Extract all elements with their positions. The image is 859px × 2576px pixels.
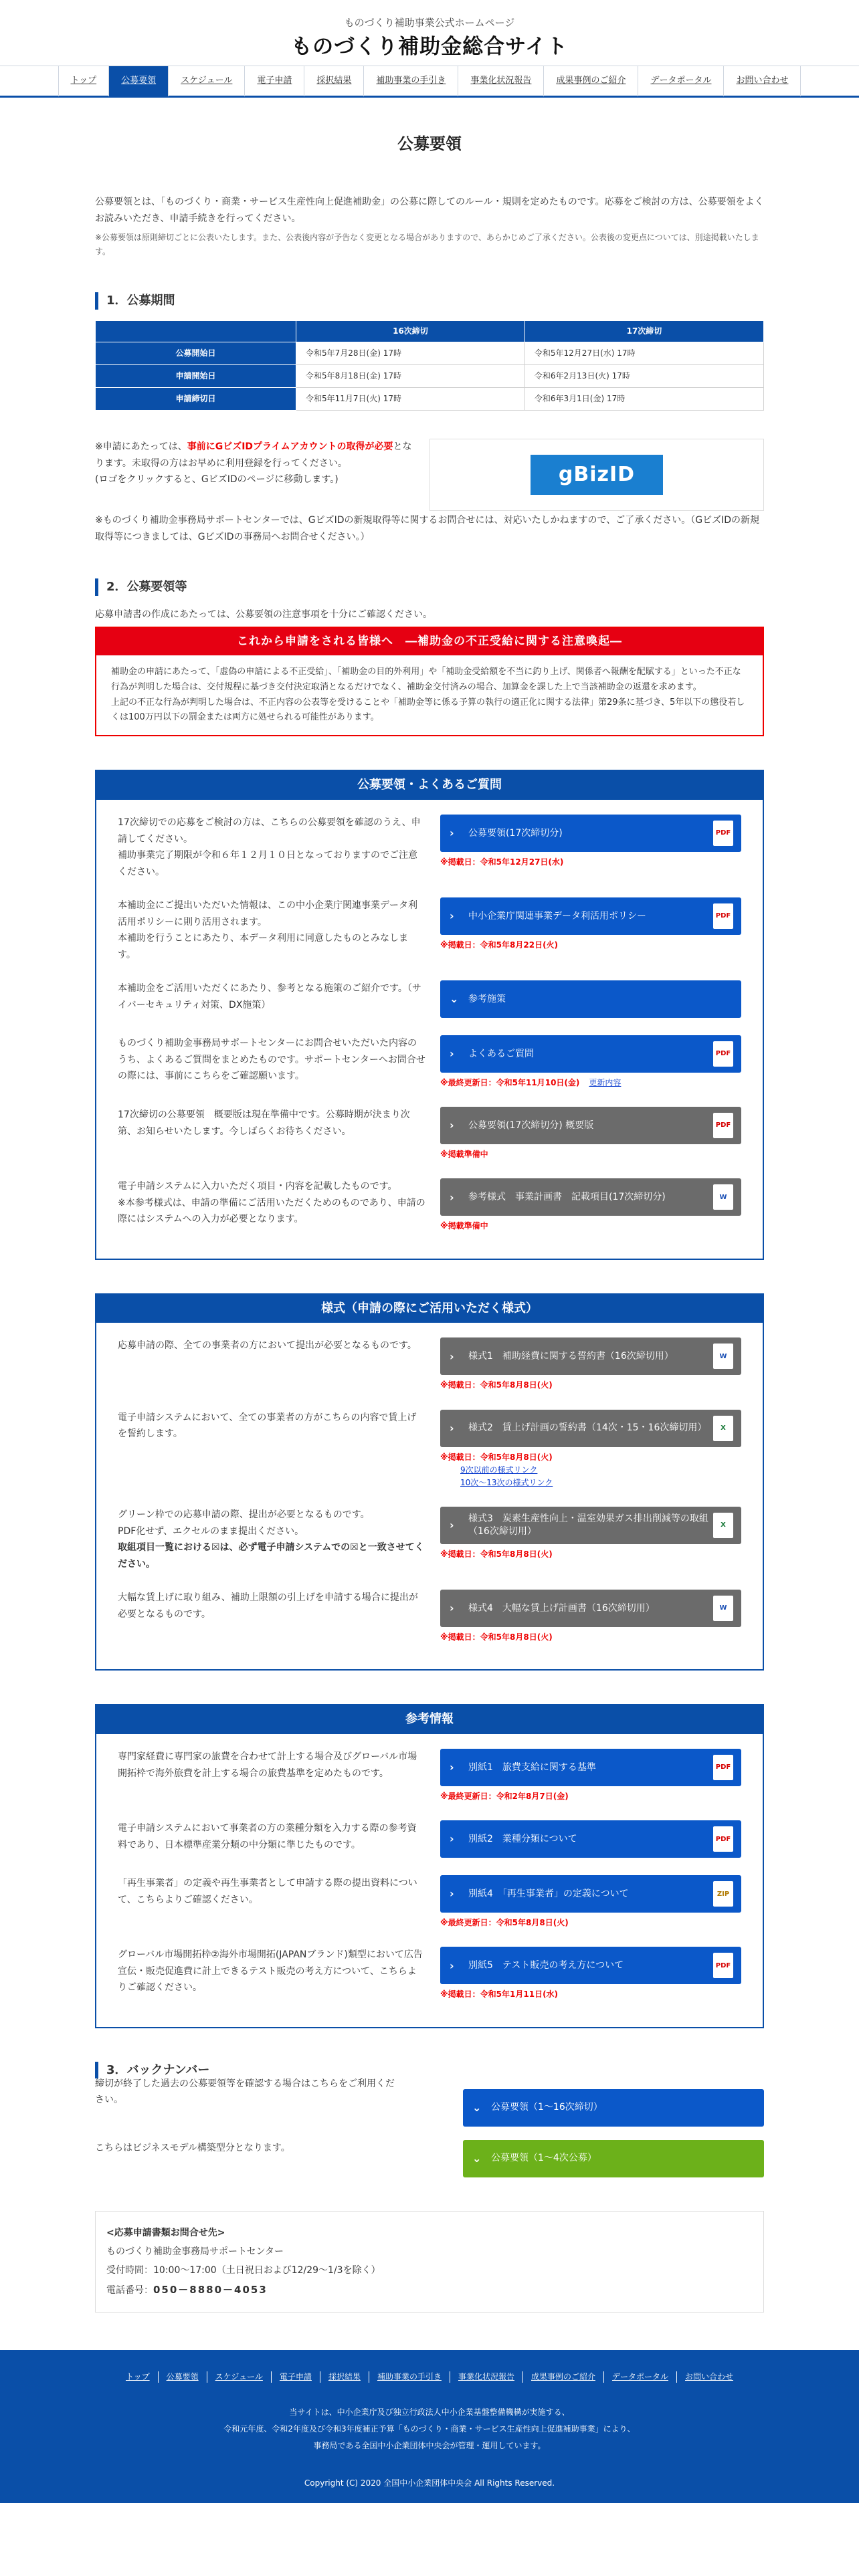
pdf-icon: PDF — [713, 821, 733, 846]
word-icon: W — [713, 1596, 733, 1621]
list-item — [118, 1507, 741, 1572]
site-footer — [0, 2350, 859, 2504]
appendix4-button[interactable]: › 別紙4 「再生事業者」の定義について ZIP — [440, 1875, 741, 1913]
item-text: グローバル市場開拓枠②海外市場開拓(JAPANブランド)類型において広告宣伝・販売促進費に計上できるテスト販売の考え方について、こちらよりご確認ください。 — [118, 1949, 423, 1994]
footer-link[interactable]: データポータル — [603, 2371, 676, 2383]
footer-link[interactable]: 採択結果 — [320, 2371, 369, 2383]
reference-panel — [95, 1704, 764, 2028]
nav-contact[interactable]: お問い合わせ — [723, 66, 801, 96]
cell-16: 令和5年8月18日(金) 17時 — [296, 364, 525, 387]
reference-form-button[interactable]: › 参考様式 事業計画書 記載項目(17次締切分) W — [440, 1178, 741, 1216]
cell-17: 令和5年12月27日(水) 17時 — [524, 342, 763, 364]
gbiz-section — [95, 439, 764, 511]
panel-title: 公募要領・よくあるご質問 — [96, 771, 763, 800]
list-item — [95, 2076, 764, 2127]
koubo-youryou-17-button[interactable]: › 公募要領(17次締切分) PDF — [440, 815, 741, 852]
cell-16: 令和5年7月28日(金) 17時 — [296, 342, 525, 364]
list-item — [118, 1035, 741, 1089]
item-date: ※掲載日：令和5年12月27日(水) — [440, 857, 564, 867]
pdf-icon: PDF — [713, 1755, 733, 1780]
nav-e-application[interactable]: 電子申請 — [244, 66, 304, 96]
chevron-right-icon: › — [450, 1887, 454, 1901]
panel-title: 様式（申請の際にご活用いただく様式） — [96, 1295, 763, 1323]
word-icon: W — [713, 1184, 733, 1210]
form4-button[interactable]: › 様式4 大幅な賃上げ計画書（16次締切用） W — [440, 1590, 741, 1627]
pdf-icon: PDF — [713, 903, 733, 929]
pdf-icon: PDF — [713, 1826, 733, 1852]
list-item — [118, 1107, 741, 1161]
cell-17: 令和6年3月1日(金) 17時 — [524, 388, 763, 411]
list-item — [118, 1410, 741, 1490]
column-16: 16次締切 — [296, 320, 525, 342]
excel-icon: X — [713, 1513, 733, 1538]
footer-link[interactable]: 成果事例のご紹介 — [522, 2371, 603, 2383]
intro-note: ※公募要領は原則締切ごとに公表いたします。また、公表後内容が予告なく変更となる場合がありますので、あらかじめご了承ください。公表後の変更点については、別途掲載いたします。 — [95, 233, 759, 257]
item-date: ※最終更新日：令和5年11月10日(金) 更新内容 — [440, 1078, 622, 1087]
row-label: 申請開始日 — [96, 364, 296, 387]
gbiz-logo-box — [430, 439, 764, 511]
gbiz-note: ※ものづくり補助金事務局サポートセンターでは、GビズIDの新規取得等に関するお問合せには、対応いたしかねますので、ご了承ください。（GビズIDの新規取得等につきましては、GビズIDの事務局へお問合せください。） — [95, 515, 759, 542]
faq-button[interactable]: › よくあるご質問 PDF — [440, 1035, 741, 1073]
contact-org: ものづくり補助金事務局サポートセンター — [106, 2246, 284, 2257]
item-date: ※掲載日：令和5年8月8日(火) — [440, 1549, 553, 1560]
backnumber-button[interactable]: ⌄ 公募要領（1～16次締切） — [463, 2089, 764, 2127]
footer-link[interactable]: お問い合わせ — [676, 2371, 741, 2383]
contact-tel: 電話番号：050－8880－4053 — [106, 2283, 268, 2296]
pdf-icon: PDF — [713, 1953, 733, 1978]
panel-title: 参考情報 — [96, 1705, 763, 1734]
list-item — [118, 1749, 741, 1803]
gbiz-text: ※申請にあたっては、事前にGビズIDプライムアカウントの取得が必要となります。未取得の方はお早めに利用登録を行ってください。 (ロゴをクリックすると、GビズIDのページに移動します。) — [95, 441, 412, 486]
business-model-backnumber-button[interactable]: ⌄ 公募要領（1～4次公募） — [463, 2140, 764, 2177]
list-item — [118, 1178, 741, 1232]
excel-icon: X — [713, 1416, 733, 1441]
form1-button[interactable]: › 様式1 補助経費に関する誓約書（16次締切用） W — [440, 1337, 741, 1375]
warning-title: これから申請をされる皆様へ ―補助金の不正受給に関する注意喚起― — [96, 628, 763, 655]
item-text: 17次締切の公募要領 概要版は現在準備中です。公募時期が決まり次第、お知らせいたします。今しばらくお待ちください。 — [118, 1109, 410, 1137]
nav-status-report[interactable]: 事業化状況報告 — [458, 66, 543, 96]
table-row — [96, 342, 764, 364]
appendix5-button[interactable]: › 別紙5 テスト販売の考え方について PDF — [440, 1947, 741, 1984]
list-item — [118, 1875, 741, 1929]
chevron-right-icon: › — [450, 1602, 454, 1615]
item-text: 本補助金にご提出いただいた情報は、この中小企業庁関連事業データ利活用ポリシーに則り活用されます。 本補助を行うことにあたり、本データ利用に同意したものとみなします。 — [118, 900, 417, 960]
table-header-row — [96, 320, 764, 342]
chevron-right-icon: › — [450, 1761, 454, 1774]
column-17: 17次締切 — [524, 320, 763, 342]
footer-link[interactable]: 事業化状況報告 — [450, 2371, 522, 2383]
list-item — [118, 1590, 741, 1644]
section-backnumber-title: 3．バックナンバー — [95, 2062, 764, 2078]
item-date: ※掲載日：令和5年8月8日(火) — [440, 1632, 553, 1642]
item-date: ※掲載日：令和5年8月8日(火) — [440, 1452, 553, 1462]
site-header — [0, 0, 859, 66]
data-policy-button[interactable]: › 中小企業庁関連事業データ利活用ポリシー PDF — [440, 897, 741, 935]
chevron-right-icon: › — [450, 1519, 454, 1532]
list-item — [95, 2140, 764, 2177]
update-details-link[interactable]: 更新内容 — [589, 1078, 622, 1087]
fraud-warning — [95, 627, 764, 736]
copyright: Copyright (C) 2020 全国中小企業団体中央会 All Rights Reserved. — [304, 2478, 555, 2488]
item-text: 本補助金をご活用いただくにあたり、参考となる施策のご紹介です。（サイバーセキュリティ対策、DX施策） — [118, 983, 421, 1010]
warning-p2: 上記の不正な行為が判明した場合は、不正内容の公表等を受けることや「補助金等に係る予算の執行の適正化に関する法律」第29条に基づき、5年以下の懲役若しくは100万円以下の罰金または両方に処せられる可能性があります。 — [111, 697, 745, 723]
nav-data-portal[interactable]: データポータル — [638, 66, 723, 96]
appendix1-button[interactable]: › 別紙1 旅費支給に関する基準 PDF — [440, 1749, 741, 1786]
footer-link[interactable]: スケジュール — [207, 2371, 271, 2383]
chevron-right-icon: › — [450, 827, 454, 840]
list-item — [118, 1820, 741, 1858]
item-text: 「再生事業者」の定義や再生事業者として申請する際の提出資料について、こちらよりご確認ください。 — [118, 1878, 417, 1905]
item-text: 電子申請システムにおいて事業者の方の業種分類を入力する際の参考資料であり、日本標準産業分類の中分類に準じたものです。 — [118, 1823, 417, 1850]
item-text: 大幅な賃上げに取り組み、補助上限額の引上げを申請する場合に提出が必要となるものです。 — [118, 1592, 418, 1620]
chevron-right-icon: › — [450, 1832, 454, 1846]
item-date: ※掲載準備中 — [440, 1150, 488, 1160]
item-date: ※掲載日：令和5年1月11日(水) — [440, 1990, 559, 2000]
intro-text: 公募要領とは、「ものづくり・商業・サービス生産性向上促進補助金」の公募に際してのルール・規則を定めたものです。応募をご検討の方は、公募要領をよくお読みいただき、申請手続きを行ってください。 — [95, 197, 764, 224]
footer-link[interactable]: 公募要領 — [158, 2371, 207, 2383]
chevron-down-icon: ⌄ — [450, 992, 459, 1006]
footer-link[interactable]: トップ — [125, 2371, 150, 2381]
contact-box — [95, 2211, 764, 2313]
item-text: こちらはビジネスモデル構築型分となります。 — [95, 2142, 290, 2153]
row-label: 申請締切日 — [96, 388, 296, 411]
item-text: 17次締切での応募をご検討の方は、こちらの公募要領を確認のうえ、申請してください。 補助事業完了期限が令和６年１２月１０日となっておりますのでご注意ください。 — [118, 817, 421, 877]
page-title: 公募要領 — [397, 134, 462, 153]
form2-button[interactable]: › 様式2 賃上げ計画の誓約書（14次・15・16次締切用） X — [440, 1410, 741, 1447]
cell-17: 令和6年2月13日(火) 17時 — [524, 364, 763, 387]
contact-hours: 受付時間：10:00～17:00（土日祝日および12/29～1/3を除く） — [106, 2264, 381, 2276]
list-item — [118, 1947, 741, 2001]
warning-p1: 補助金の申請にあたって、「虚偽の申請による不正受給」、「補助金の目的外利用」や「補助金受給額を不当に釣り上げ、関係者へ報酬を配賦する」といった不正な行為が判明した場合は、交付規程に基づき交付決定取消となるだけでなく、補助金交付済みの場合、加算金を課した上で当該補助金の返還を求めます。 — [111, 667, 741, 692]
koubo-summary-button[interactable]: › 公募要領(17次締切分) 概要版 PDF — [440, 1107, 741, 1144]
chevron-right-icon: › — [450, 909, 454, 923]
nav-koubo-youryou[interactable]: 公募要領 — [108, 66, 168, 96]
old-forms-link-10-13[interactable]: 10次〜13次の様式リンク — [460, 1477, 553, 1487]
phone-number[interactable]: 050－8880－4053 — [153, 2283, 268, 2296]
table-row — [96, 364, 764, 387]
item-text: 締切が終了した過去の公募要領等を確認する場合はこちらをご利用ください。 — [95, 2078, 395, 2106]
list-item — [118, 980, 741, 1018]
footer-text: 当サイトは、中小企業庁及び独立行政法人中小企業基盤整備機構が実施する、 令和元年度、令和2年度及び令和3年度補正予算「ものづくり・商業・サービス生産性向上促進補助事業」により、 事務局である全国中小企業団体中央会が管理・運用しています。 — [223, 2407, 636, 2451]
gbiz-required: 事前にGビズIDプライムアカウントの取得が必要 — [187, 441, 393, 453]
table-row — [96, 388, 764, 411]
item-text: グリーン枠での応募申請の際、提出が必要となるものです。 PDF化せず、エクセルのまま提出ください。 取組項目一覧における☒は、必ず電子申請システムでの☒と一致させてください。 — [118, 1509, 424, 1570]
main-content — [95, 131, 764, 2313]
forms-panel — [95, 1293, 764, 1671]
pdf-icon: PDF — [713, 1113, 733, 1138]
footer-link[interactable]: 電子申請 — [271, 2371, 320, 2383]
item-text: 応募申請の際、全ての事業者の方において提出が必要となるものです。 — [118, 1340, 417, 1352]
nav-cases[interactable]: 成果事例のご紹介 — [543, 66, 638, 96]
site-subtitle: ものづくり補助事業公式ホームページ — [344, 17, 515, 29]
site-title[interactable]: ものづくり補助金総合サイト — [291, 35, 568, 59]
nav-guide[interactable]: 補助事業の手引き — [363, 66, 458, 96]
item-date: ※掲載準備中 — [440, 1221, 488, 1231]
chevron-right-icon: › — [450, 1119, 454, 1132]
section-youryou-title: 2．公募要領等 — [95, 578, 764, 595]
global-nav — [0, 66, 859, 98]
chevron-right-icon: › — [450, 1350, 454, 1363]
list-item — [118, 897, 741, 963]
item-date: ※掲載日：令和5年8月8日(火) — [440, 1380, 553, 1390]
contact-title: <応募申請書類お問合せ先> — [106, 2227, 225, 2238]
chevron-right-icon: › — [450, 1047, 454, 1061]
item-date: ※最終更新日：令和2年8月7日(金) — [440, 1792, 569, 1802]
chevron-right-icon: › — [450, 1421, 454, 1434]
item-date: ※掲載日：令和5年8月22日(火) — [440, 940, 559, 950]
appendix2-button[interactable]: › 別紙2 業種分類について PDF — [440, 1820, 741, 1858]
item-date: ※最終更新日：令和5年8月8日(火) — [440, 1918, 569, 1928]
chevron-right-icon: › — [450, 1190, 454, 1204]
period-table — [95, 320, 764, 411]
section-period-title: 1．公募期間 — [95, 292, 764, 309]
chevron-down-icon: ⌄ — [472, 2101, 482, 2115]
row-label: 公募開始日 — [96, 342, 296, 364]
nav-results[interactable]: 採択結果 — [304, 66, 363, 96]
item-text: 専門家経費に専門家の旅費を合わせて計上する場合及びグローバル市場開拓枠で海外旅費を計上する場合の旅費基準を定めたものです。 — [118, 1751, 417, 1779]
item-text: 電子申請システムに入力いただく項目・内容を記載したものです。 ※本参考様式は、申請の準備にご活用いただくためのものであり、申請の際にはシステムへの入力が必要となります。 — [118, 1181, 425, 1225]
pdf-icon: PDF — [713, 1041, 733, 1067]
item-text: 電子申請システムにおいて、全ての事業者の方がこちらの内容で賃上げを誓約します。 — [118, 1412, 417, 1440]
footer-link[interactable]: 補助事業の手引き — [369, 2371, 450, 2383]
footer-nav — [115, 2371, 744, 2383]
list-item — [118, 815, 741, 880]
nav-top[interactable]: トップ — [58, 66, 109, 96]
gbiz-logo[interactable]: gBizID — [531, 455, 663, 495]
form3-button[interactable]: › 様式3 炭素生産性向上・温室効果ガス排出削減等の取組（16次締切用） X — [440, 1507, 741, 1544]
item-text: ものづくり補助金事務局サポートセンターにお問合せいただいた内容のうち、よくあるご質問をまとめたものです。サポートセンターへお問合せの際には、事前にこちらをご確認願います。 — [118, 1038, 425, 1081]
zip-icon: ZIP — [713, 1881, 733, 1907]
old-forms-link-9[interactable]: 9次以前の様式リンク — [460, 1465, 538, 1475]
word-icon: W — [713, 1344, 733, 1369]
list-item — [118, 1337, 741, 1392]
faq-panel — [95, 770, 764, 1259]
cell-16: 令和5年11月7日(火) 17時 — [296, 388, 525, 411]
chevron-right-icon: › — [450, 1959, 454, 1972]
nav-schedule[interactable]: スケジュール — [168, 66, 244, 96]
chevron-down-icon: ⌄ — [472, 2152, 482, 2165]
section-youryou-desc: 応募申請書の作成にあたっては、公募要領の注意事項を十分にご確認ください。 — [95, 609, 432, 620]
reference-policy-button[interactable]: ⌄ 参考施策 — [440, 980, 741, 1018]
